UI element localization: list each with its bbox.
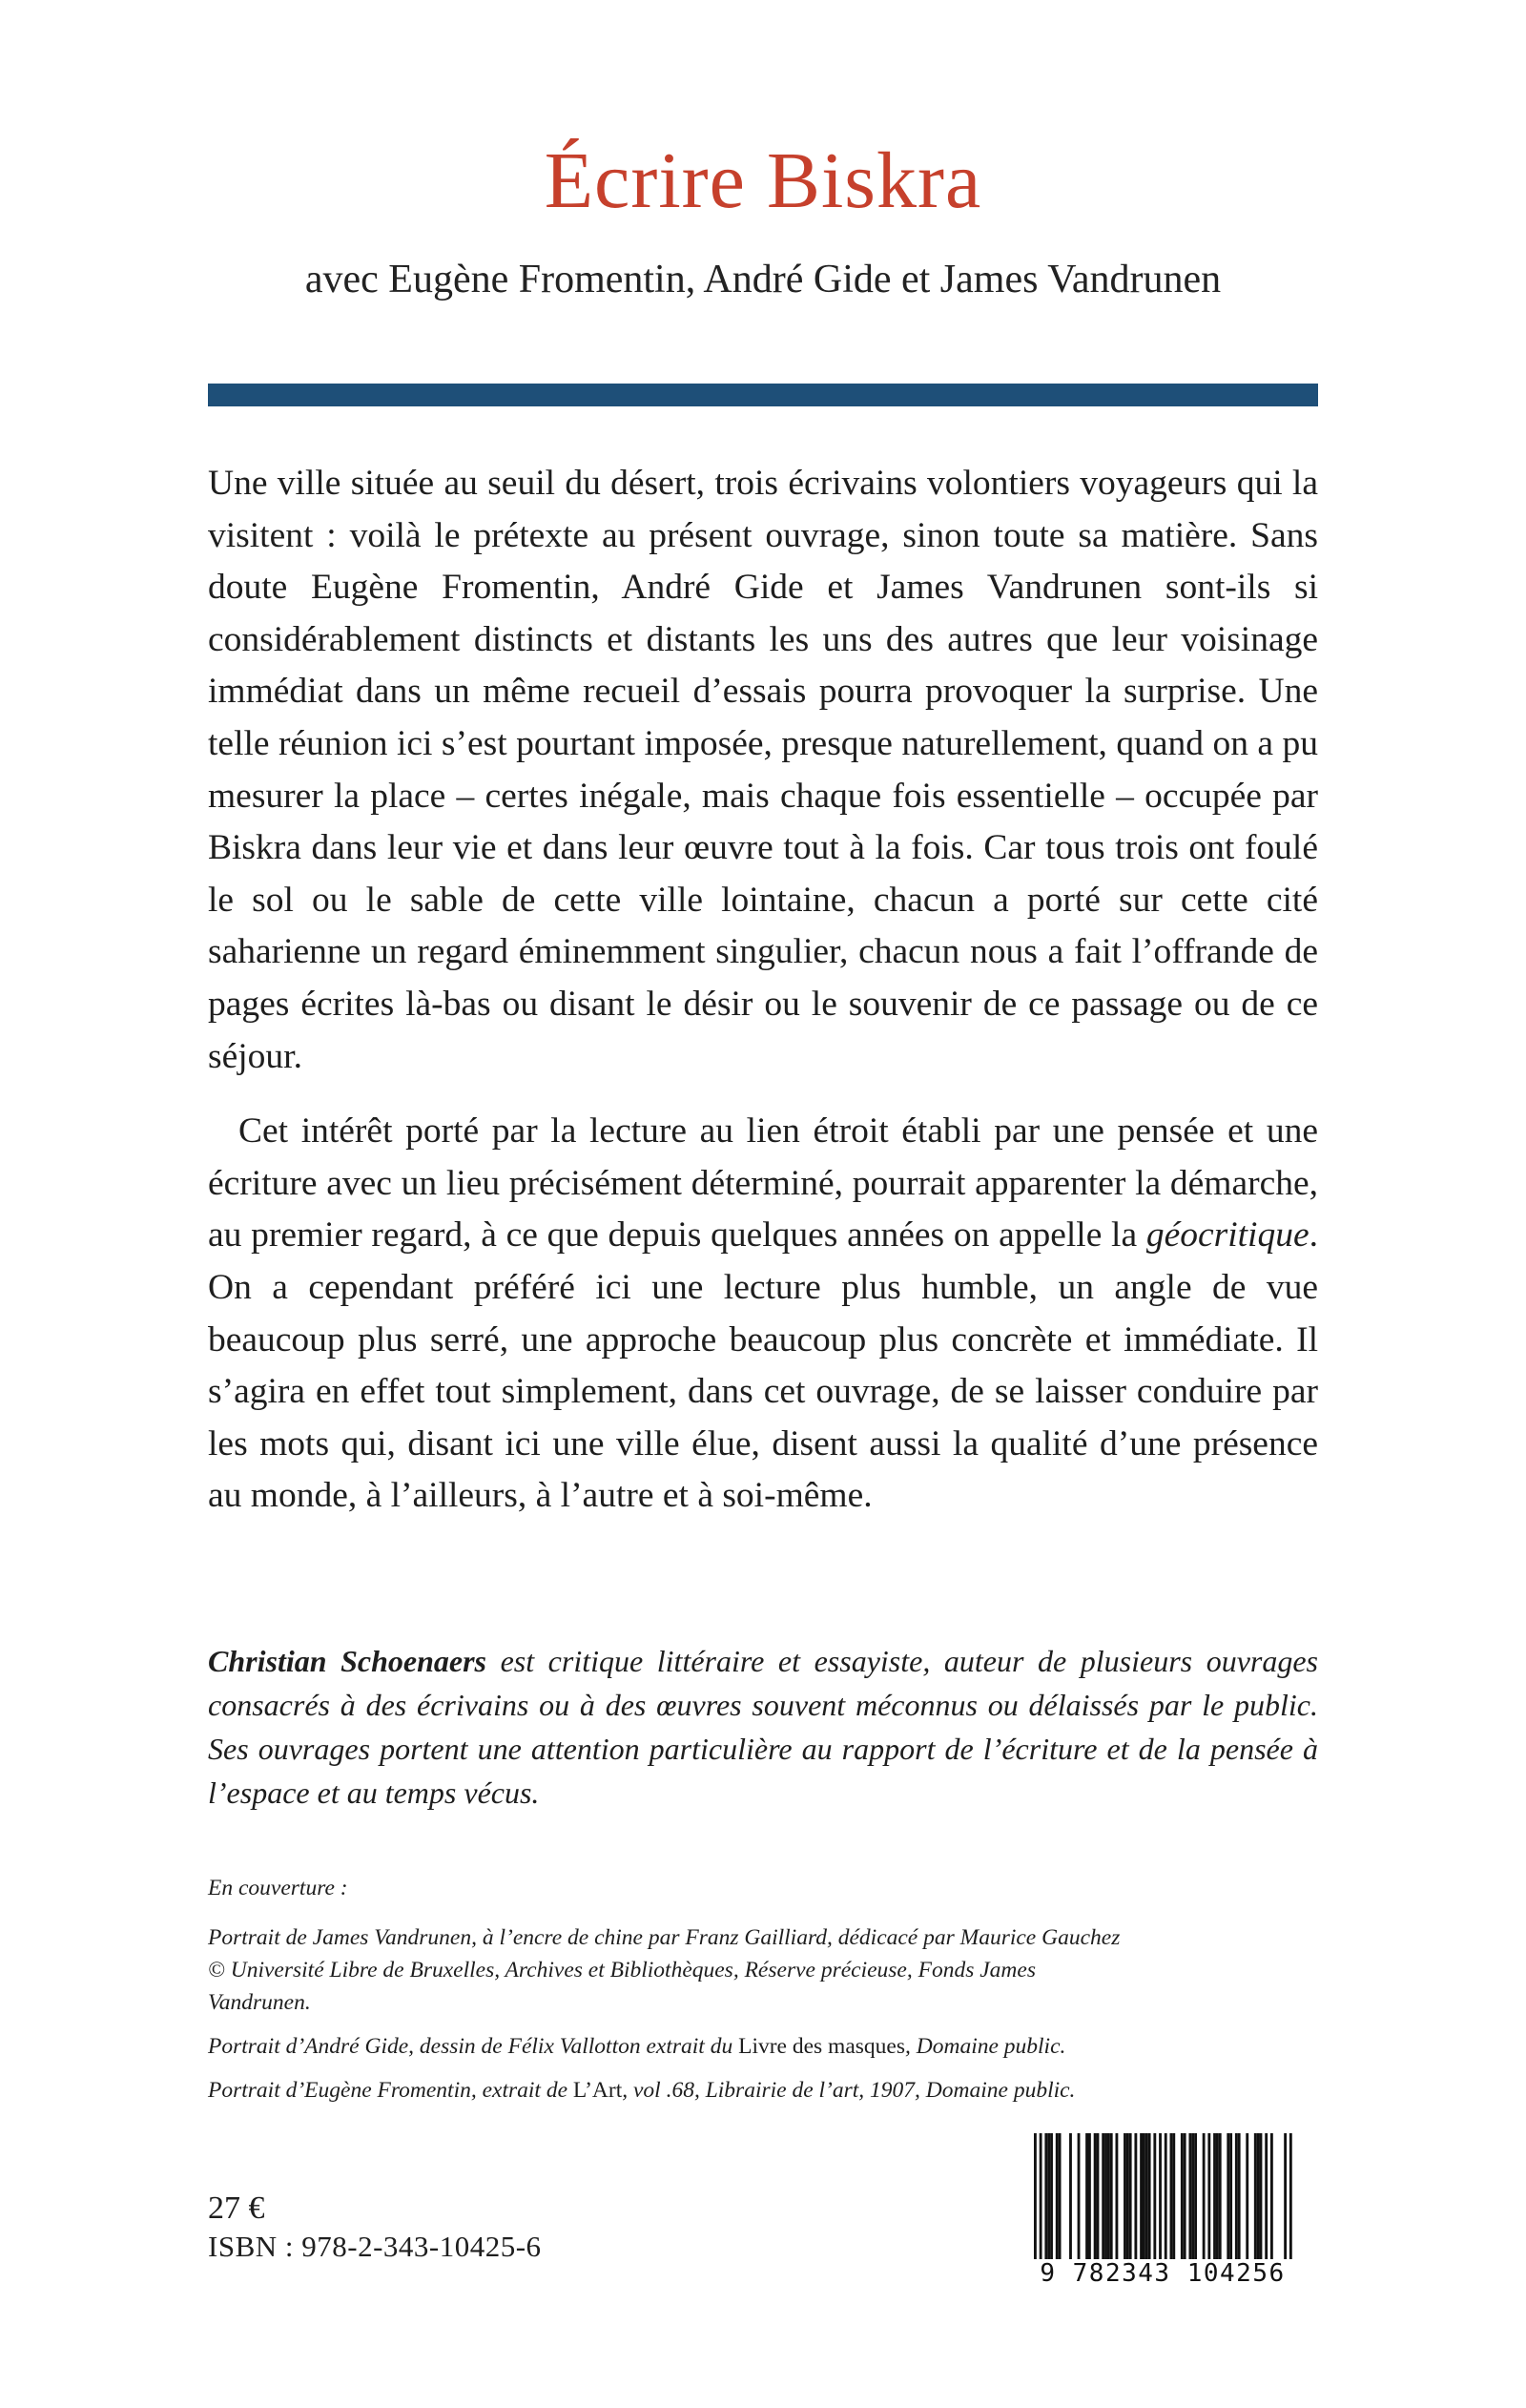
barcode-bar bbox=[1094, 2133, 1097, 2259]
barcode-bar bbox=[1134, 2133, 1137, 2259]
barcode-bar bbox=[1284, 2133, 1287, 2278]
barcode-bar bbox=[1181, 2133, 1184, 2259]
credit-item-2-book: Livre des masques bbox=[738, 2034, 905, 2059]
barcode-bar bbox=[1159, 2133, 1162, 2278]
barcode-bar bbox=[1110, 2133, 1113, 2259]
barcode-bar bbox=[1085, 2133, 1088, 2259]
isbn: ISBN : 978-2-343-10425-6 bbox=[208, 2230, 542, 2263]
barcode-bar bbox=[1172, 2133, 1175, 2259]
barcode-bar bbox=[1034, 2133, 1037, 2278]
barcode-bar bbox=[1188, 2133, 1191, 2259]
barcode-bar bbox=[1216, 2133, 1219, 2259]
barcode-bar bbox=[1219, 2133, 1222, 2259]
credit-item-3 bbox=[208, 2074, 1124, 2107]
barcode-bar bbox=[1107, 2133, 1110, 2259]
barcode-bar bbox=[1260, 2133, 1263, 2259]
barcode bbox=[1009, 2129, 1316, 2290]
blurb-paragraph-2-end: . On a cependant préféré ici une lecture plus humble, un angle de vue beaucoup plus serré, une approche beaucoup plus concrète et immédiate. Il s’agira en effet tout simplement, dans cet ouvrage, de se laisser conduire par les mots qui, disant ici une ville élue, disent aussi la qualité d’une présence au monde, à l’ailleurs, à l’autre et à soi-même. bbox=[208, 1215, 1318, 1516]
blurb-emphasis: géocritique bbox=[1145, 1215, 1309, 1256]
barcode-digits: 9 782343 104256 bbox=[1009, 2259, 1316, 2288]
barcode-bar bbox=[1153, 2133, 1156, 2259]
barcode-bar bbox=[1289, 2133, 1292, 2278]
barcode-bar bbox=[1143, 2133, 1145, 2259]
book-subtitle: avec Eugène Fromentin, André Gide et James Vandrunen bbox=[304, 258, 1222, 301]
blurb-text bbox=[208, 458, 1318, 1523]
barcode-bar bbox=[1078, 2133, 1081, 2259]
barcode-bar bbox=[1140, 2133, 1143, 2259]
barcode-bar bbox=[1246, 2133, 1248, 2259]
barcode-bar bbox=[1056, 2133, 1059, 2259]
barcode-bar bbox=[1129, 2133, 1132, 2259]
barcode-bar bbox=[1207, 2133, 1210, 2259]
barcode-bar bbox=[1124, 2133, 1126, 2259]
barcode-bar bbox=[1165, 2133, 1167, 2278]
barcode-bar bbox=[1191, 2133, 1194, 2259]
divider-bar bbox=[208, 384, 1318, 406]
barcode-bar bbox=[1235, 2133, 1238, 2259]
barcode-bar bbox=[1265, 2133, 1268, 2259]
credits-heading: En couverture : bbox=[208, 1876, 348, 1900]
barcode-bar bbox=[1227, 2133, 1229, 2259]
barcode-bar bbox=[1170, 2133, 1173, 2259]
credit-item-2-end: , Domaine public. bbox=[905, 2034, 1066, 2059]
credit-item-3-journal: L’Art bbox=[572, 2078, 623, 2103]
author-bio-text: est critique littéraire et essayiste, auteur de plusieurs ouvrages consacrés à des écrivains ou à des œuvres souvent méconnus ou délaissés par le public. Ses ouvrages portent une attention particulière au rapport de l’écriture et de la pensée à l’espace et au temps vécus. bbox=[208, 1644, 1319, 1810]
blurb-paragraph-1: Une ville située au seuil du désert, trois écrivains volontiers voyageurs qui la visitent : voilà le prétexte au présent ouvrage, sinon toute sa matière. Sans doute Eugène Fromentin, André Gide et James Vandrunen sont-ils si considérablement distincts et distants les uns des autres que leur voisinage immédiat dans un même recueil d’essais pourra provoquer la surprise. Une telle réunion ici s’est pourtant imposée, presque naturellement, quand on a pu mesurer la place – certes inégale, mais chaque fois essentielle – occupée par Biskra dans leur vie et dans leur œuvre tout à la fois. Car tous trois ont foulé le sol ou le sable de cette ville lointaine, chacun a porté sur cette cité saharienne un regard éminemment singulier, chacun nous a fait l’offrande de pages écrites là-bas ou disant le désir ou le souvenir de ce passage ou de ce séjour. bbox=[208, 464, 1318, 1076]
barcode-bar bbox=[1104, 2133, 1107, 2259]
blurb-paragraph-2-start: Cet intérêt porté par la lecture au lien étroit établi par une pensée et une écriture avec un lieu précisément déterminé, pourrait apparenter la démarche, au premier regard, à ce que depuis quelques années on appelle la bbox=[208, 1111, 1318, 1256]
price: 27 € bbox=[208, 2190, 265, 2226]
barcode-bar bbox=[1203, 2133, 1206, 2259]
barcode-bar bbox=[1194, 2133, 1197, 2259]
barcode-bar bbox=[1213, 2133, 1216, 2259]
blurb-paragraph-2 bbox=[208, 1106, 1318, 1523]
barcode-bar bbox=[1229, 2133, 1232, 2259]
barcode-bar bbox=[1270, 2133, 1273, 2259]
barcode-bar bbox=[1148, 2133, 1151, 2259]
author-bio bbox=[208, 1639, 1318, 1815]
cover-credits bbox=[208, 1872, 1124, 2118]
barcode-bar bbox=[1088, 2133, 1091, 2259]
barcode-bar bbox=[1097, 2133, 1100, 2259]
barcode-bar bbox=[1257, 2133, 1260, 2259]
barcode-bar bbox=[1040, 2133, 1042, 2278]
barcode-bar bbox=[1254, 2133, 1257, 2259]
author-name: Christian Schoenaers bbox=[208, 1644, 486, 1678]
barcode-bar bbox=[1184, 2133, 1186, 2259]
credit-item-2 bbox=[208, 2030, 1124, 2063]
barcode-bar bbox=[1047, 2133, 1050, 2259]
barcode-bar bbox=[1069, 2133, 1072, 2259]
barcode-bar bbox=[1116, 2133, 1119, 2259]
barcode-bar bbox=[1145, 2133, 1148, 2259]
barcode-bar bbox=[1238, 2133, 1241, 2259]
credit-item-1: Portrait de James Vandrunen, à l’encre de chine par Franz Gailliard, dédicacé par Maurice Gauchez © Université Libre de Bruxelles, Archives et Bibliothèques, Réserve précieuse, Fonds James Vandrunen. bbox=[208, 1925, 1121, 2015]
book-title: Écrire Biskra bbox=[544, 136, 982, 225]
barcode-bar bbox=[1059, 2133, 1062, 2259]
barcode-bar bbox=[1044, 2133, 1047, 2259]
credit-item-3-end: , vol .68, Librairie de l’art, 1907, Domaine public. bbox=[622, 2078, 1076, 2103]
barcode-bar bbox=[1050, 2133, 1053, 2259]
credit-item-3-start: Portrait d’Eugène Fromentin, extrait de bbox=[208, 2078, 573, 2103]
barcode-bar bbox=[1126, 2133, 1129, 2259]
credit-item-2-start: Portrait d’André Gide, dessin de Félix Vallotton extrait du bbox=[208, 2034, 739, 2059]
barcode-bar bbox=[1102, 2133, 1104, 2259]
